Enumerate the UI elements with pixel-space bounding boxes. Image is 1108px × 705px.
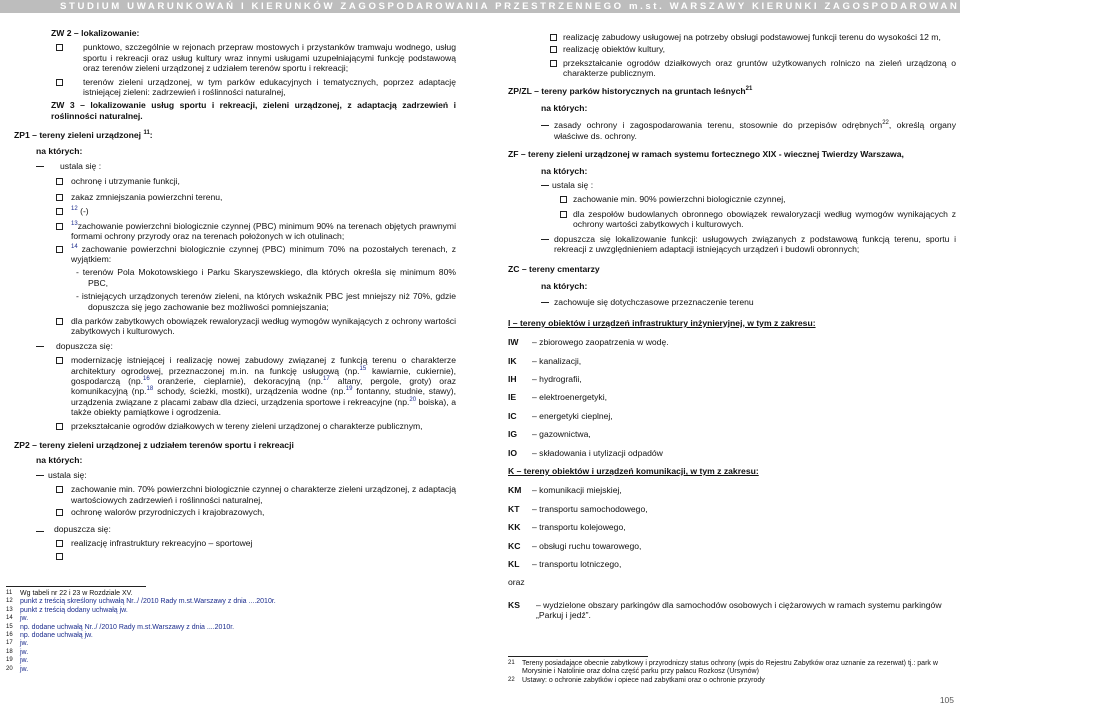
bullet-icon xyxy=(56,79,63,86)
kom-title: K – tereny obiektów i urządzeń komunikacji, w tym z zakresu: xyxy=(508,465,759,476)
list-item: ochronę i utrzymanie funkcji, xyxy=(56,176,456,186)
footnote: 11 Wg tabeli nr 22 i 23 w Rozdziale XV. xyxy=(6,590,133,597)
oraz-text: oraz xyxy=(508,577,525,588)
item-code: IW xyxy=(508,337,519,348)
footnotes-right xyxy=(508,660,956,685)
bullet-icon xyxy=(550,46,557,53)
list-item: dopuszcza się: xyxy=(36,341,456,351)
list-item: realizację infrastruktury rekreacyjno – sportowej xyxy=(56,538,456,548)
list-item: punktowo, szczególnie w rejonach przepraw mostowych i przystanków tramwaju wodnego, usług sportu i rekreacji oraz usług kultury wraz innymi usługami uzupełniającymi funkcję podstawową oraz terenów zieleni urządzonej z udziałem terenów sportu i rekreacji; xyxy=(56,42,456,73)
item-code: IG xyxy=(508,429,518,440)
item-label: – elektroenergetyki, xyxy=(532,392,607,403)
list-item: ustala się: xyxy=(36,470,456,480)
list-item: $^{13}$zachowanie powierzchni biologicznie czynnej (PBC) minimum 90% na terenach objętych prawnymi formami ochrony przyrody oraz na terenach położonych w ich otulinach; xyxy=(56,221,456,242)
item-code: KT xyxy=(508,503,520,514)
bullet-icon xyxy=(56,208,63,215)
item-label: – komunikacji miejskiej, xyxy=(532,485,622,496)
footnote-text: jw. xyxy=(20,665,29,673)
infra-list xyxy=(508,337,956,458)
code-list-item xyxy=(508,429,956,439)
bullet-icon xyxy=(56,423,63,430)
bullet-icon xyxy=(56,553,63,560)
zw3-paragraph: ZW 3 – lokalizowanie usług sportu i rekreacji, zieleni urządzonej, z adaptacją zadrzewień i roślinności naturalnej. xyxy=(51,100,456,121)
zc-title: ZC – tereny cmentarzy xyxy=(508,263,600,274)
page-number: 105 xyxy=(939,695,954,705)
footnote-text: Ustawy: o ochronie zabytków i opiece nad zabytkami oraz o ochronie przyrody xyxy=(522,676,765,684)
dash-icon xyxy=(36,475,44,476)
footnote: 20 jw. xyxy=(6,665,29,673)
code-list-item xyxy=(508,541,956,551)
list-item: dopuszcza się lokalizowanie funkcji: usługowych związanych z podstawową funkcją terenu, sportu i rekreacji z uwzględnieniem adaptacji istniejących urządzeń i budowli obronnych; xyxy=(541,234,956,255)
exception-item: - terenów Pola Mokotowskiego i Parku Skaryszewskiego, dla których określa się minimum 80% PBC, xyxy=(76,267,456,288)
code-list-item xyxy=(508,448,956,458)
dash-icon xyxy=(36,531,44,532)
bullet-icon xyxy=(560,196,567,203)
bullet-icon xyxy=(56,178,63,185)
item-code: KC xyxy=(508,540,521,551)
footnote-text: punkt z treścią dodany uchwałą jw. xyxy=(20,606,128,614)
item-label: – obsługi ruchu towarowego, xyxy=(532,540,642,551)
item-label: – energetyki cieplnej, xyxy=(532,410,613,421)
code-list-item xyxy=(508,504,956,514)
list-item: $^{14}$ zachowanie powierzchni biologicznie czynnej (PBC) minimum 70% na pozostałych terenach, z wyjątkiem: xyxy=(56,244,456,265)
exception-item: - istniejących urządzonych terenów zieleni, na których wskaźnik PBC jest mniejszy niż 70%, gdzie dopuszcza się jego zachowanie bez możliwości pomniejszania; xyxy=(76,291,456,312)
footnote-text: jw. xyxy=(20,615,29,623)
item-label: – kanalizacji, xyxy=(532,355,582,366)
right-column xyxy=(508,32,956,621)
item-code: KK xyxy=(508,522,521,533)
item-label: – zbiorowego zaopatrzenia w wodę. xyxy=(532,337,669,348)
item-label: – składowania i utylizacji odpadów xyxy=(532,447,663,458)
list-item xyxy=(56,551,456,561)
dash-icon xyxy=(541,302,549,303)
item-label: – transportu kolejowego, xyxy=(532,522,626,533)
code-list-item xyxy=(508,356,956,366)
list-item: realizację zabudowy usługowej na potrzeby obsługi podstawowej funkcji terenu do wysokości 12 m, xyxy=(550,32,956,42)
item-code: KM xyxy=(508,485,522,496)
dash-icon xyxy=(541,239,549,240)
footnote-text: np. dodane uchwałą Nr../ /2010 Rady m.st.Warszawy z dnia ....2010r. xyxy=(20,623,235,631)
code-list-item xyxy=(508,559,956,569)
footnote-separator xyxy=(6,586,146,587)
list-item: dopuszcza się: xyxy=(36,524,456,534)
code-list-item xyxy=(508,411,956,421)
footnote-text: punkt z treścią skreślony uchwałą Nr../ /2010 Rady m.st.Warszawy z dnia ....2010r. xyxy=(20,598,276,606)
item-code: KL xyxy=(508,559,520,569)
na-ktorych-label: na których: xyxy=(36,455,83,466)
item-label: – transportu samochodowego, xyxy=(532,503,648,514)
footnote: 16 np. dodane uchwałą jw. xyxy=(6,632,93,640)
bullet-icon xyxy=(56,44,63,51)
footnote-text: jw. xyxy=(20,648,29,656)
bullet-icon xyxy=(550,60,557,67)
list-item: terenów zieleni urządzonej, w tym parków edukacyjnych i tematycznych, poprzez adaptację istniejącej zieleni: zadrzewień i roślinności naturalnej, xyxy=(56,77,456,98)
kom-list xyxy=(508,485,956,569)
list-item: $^{12}$ (-) xyxy=(56,206,456,216)
footnote-separator xyxy=(508,656,648,657)
bullet-icon xyxy=(56,540,63,547)
na-ktorych-label: na których: xyxy=(541,280,588,291)
list-item: zachowuje się dotychczasowe przeznaczenie terenu xyxy=(541,297,956,307)
list-item: ochronę walorów przyrodniczych i krajobrazowych, xyxy=(56,507,456,517)
list-item: dla parków zabytkowych obowiązek rewaloryzacji według wymogów wynikających z ochrony wartości zabytkowych i kulturowych. xyxy=(56,316,456,337)
item-label: – gazownictwa, xyxy=(532,429,591,440)
item-code: IC xyxy=(508,410,517,421)
footnote-text: Tereny posiadające obecnie zabytkowy i przyrodniczy status ochrony (wpis do Rejestru Zabytków oraz uznanie za rezerwat) tj.: park w Morysinie i Natolinie oraz dolna część parku przy pałacu Rozkosz (Ursynów) xyxy=(522,660,938,676)
item-code: IK xyxy=(508,355,517,366)
footnote-text: np. dodane uchwałą jw. xyxy=(20,632,93,640)
footnote: 21 Tereny posiadające obecnie zabytkowy i przyrodniczy status ochrony (wpis do Rejestru Zabytków oraz uznanie za rezerwat) tj.: park w Morysinie i Natolinie oraz dolna część parku przy pałacu Rozkosz (Ursynów) xyxy=(508,660,938,676)
bullet-icon xyxy=(56,486,63,493)
list-item: ustala się : xyxy=(541,180,956,190)
item-code: IO xyxy=(508,447,518,458)
item-label: – transportu lotniczego, xyxy=(532,559,622,569)
footnote: 19 jw. xyxy=(6,657,29,665)
na-ktorych-label: na których: xyxy=(36,145,83,156)
footnote: 12 punkt z treścią skreślony uchwałą Nr../ /2010 Rady m.st.Warszawy z dnia ....2010r. xyxy=(6,598,276,606)
footnote: 14 jw. xyxy=(6,615,29,623)
list-item: modernizację istniejącej i realizację nowej zabudowy związanej z funkcją terenu o charakterze architektury ogrodowej, przeznaczonej m.in. na funkcję usługową (np.$^{15}$ kawiarnie, cukiernie), gospodarczą (np.$^{16}$ oranżerie, cieplarnie), dekoracyjną (np.$^{17}$ altany, pergole, groty) oraz komunikacyjną (np.$^{18}$ schody, ścieżki, mostki), urządzenia wodne (np.$^{19}$ fontanny, studnie, stawy), urządzenia związane z placami zabaw dla dzieci, urządzenia sportowe i rekreacyjne (np.$^{20}$ boiska), a także obiekty pamiątkowe i ogrodzenia. xyxy=(56,355,456,417)
footnote-text: Wg tabeli nr 22 i 23 w Rozdziale XV. xyxy=(20,590,133,597)
dash-icon xyxy=(36,346,44,347)
bullet-icon xyxy=(56,223,63,230)
footnotes-left xyxy=(6,590,446,674)
na-ktorych-label: na których: xyxy=(541,165,588,176)
dash-icon xyxy=(541,125,549,126)
item-code: IH xyxy=(508,373,517,384)
bullet-icon xyxy=(56,357,63,364)
list-item: dla zespołów budowlanych obronnego obowiązek rewaloryzacji według wymogów wynikających z ochrony wartości zabytkowych i kulturowych. xyxy=(560,209,956,230)
list-item: zachowanie min. 90% powierzchni biologicznie czynnej, xyxy=(560,194,956,204)
item-label: – hydrografii, xyxy=(532,373,582,384)
zw2-title: ZW 2 – lokalizowanie: xyxy=(51,28,140,38)
bullet-icon xyxy=(56,509,63,516)
bullet-icon xyxy=(550,34,557,41)
code-list-item xyxy=(508,392,956,402)
na-ktorych-label: na których: xyxy=(541,103,588,114)
zp1-title: ZP1 – tereny zieleni urządzonej $^{11}$: xyxy=(14,130,153,141)
footnote: 15 np. dodane uchwałą Nr../ /2010 Rady m.st.Warszawy z dnia ....2010r. xyxy=(6,623,235,631)
item-code: IE xyxy=(508,392,517,403)
bullet-icon xyxy=(56,246,63,253)
dash-icon xyxy=(36,166,44,167)
list-item: zakaz zmniejszania powierzchni terenu, xyxy=(56,192,456,202)
page-header-bar xyxy=(0,0,1108,13)
code-list-item xyxy=(508,337,956,347)
code-list-item xyxy=(508,374,956,384)
code-list-item xyxy=(508,522,956,532)
page-header-text: STUDIUM UWARUNKOWAŃ I KIERUNKÓW ZAGOSPODAROWANIA PRZESTRZENNEGO m.st. WARSZAWY KIERUNKI ZAGOSPODAROWANIA PRZESTRZENNEGO xyxy=(60,1,1108,12)
ks-item: KS – wydzielone obszary parkingów dla samochodów osobowych i ciężarowych w ramach systemu parkingów „Parkuj i jedź”. xyxy=(508,599,942,621)
code-list-item xyxy=(508,485,956,495)
zf-title: ZF – tereny zieleni urządzonej w ramach systemu fortecznego XIX - wiecznej Twierdzy Warszawa, xyxy=(508,149,904,160)
footnote: 13 punkt z treścią dodany uchwałą jw. xyxy=(6,606,128,614)
footnote: 17 jw. xyxy=(6,640,29,648)
list-item: przekształcanie ogrodów działkowych oraz gruntów użytkowanych rolniczo na zieleń urządzoną o charakterze publicznym. xyxy=(550,58,956,79)
left-column xyxy=(14,28,456,561)
bullet-icon xyxy=(56,194,63,201)
dash-icon xyxy=(541,185,549,186)
footnote: 22 Ustawy: o ochronie zabytków i opiece nad zabytkami oraz o ochronie przyrody xyxy=(508,676,765,684)
footnote-text: jw. xyxy=(20,640,29,648)
bullet-icon xyxy=(560,211,567,218)
list-item: zasady ochrony i zagospodarowania terenu, stosownie do przepisów odrębnych$^{22}$, określą organy właściwe ds. ochrony. xyxy=(541,120,956,141)
footnote: 18 jw. xyxy=(6,648,29,656)
footnote-text: jw. xyxy=(20,657,29,665)
bullet-icon xyxy=(56,318,63,325)
zpzl-title: ZP/ZL – tereny parków historycznych na gruntach leśnych$^{21}$ xyxy=(508,85,753,96)
infra-title: I – tereny obiektów i urządzeń infrastruktury inżynieryjnej, w tym z zakresu: xyxy=(508,317,816,328)
zp2-title: ZP2 – tereny zieleni urządzonej z udziałem terenów sportu i rekreacji xyxy=(14,440,294,450)
list-item: ustala się : xyxy=(36,161,456,171)
list-item: realizację obiektów kultury, xyxy=(550,44,956,54)
list-item: zachowanie min. 70% powierzchni biologicznie czynnej o charakterze zieleni urządzonej, z adaptacją wartościowych zadrzewień i roślinności naturalnej, xyxy=(56,484,456,505)
list-item: przekształcanie ogrodów działkowych w tereny zieleni urządzonej o charakterze publicznym, xyxy=(56,421,456,431)
